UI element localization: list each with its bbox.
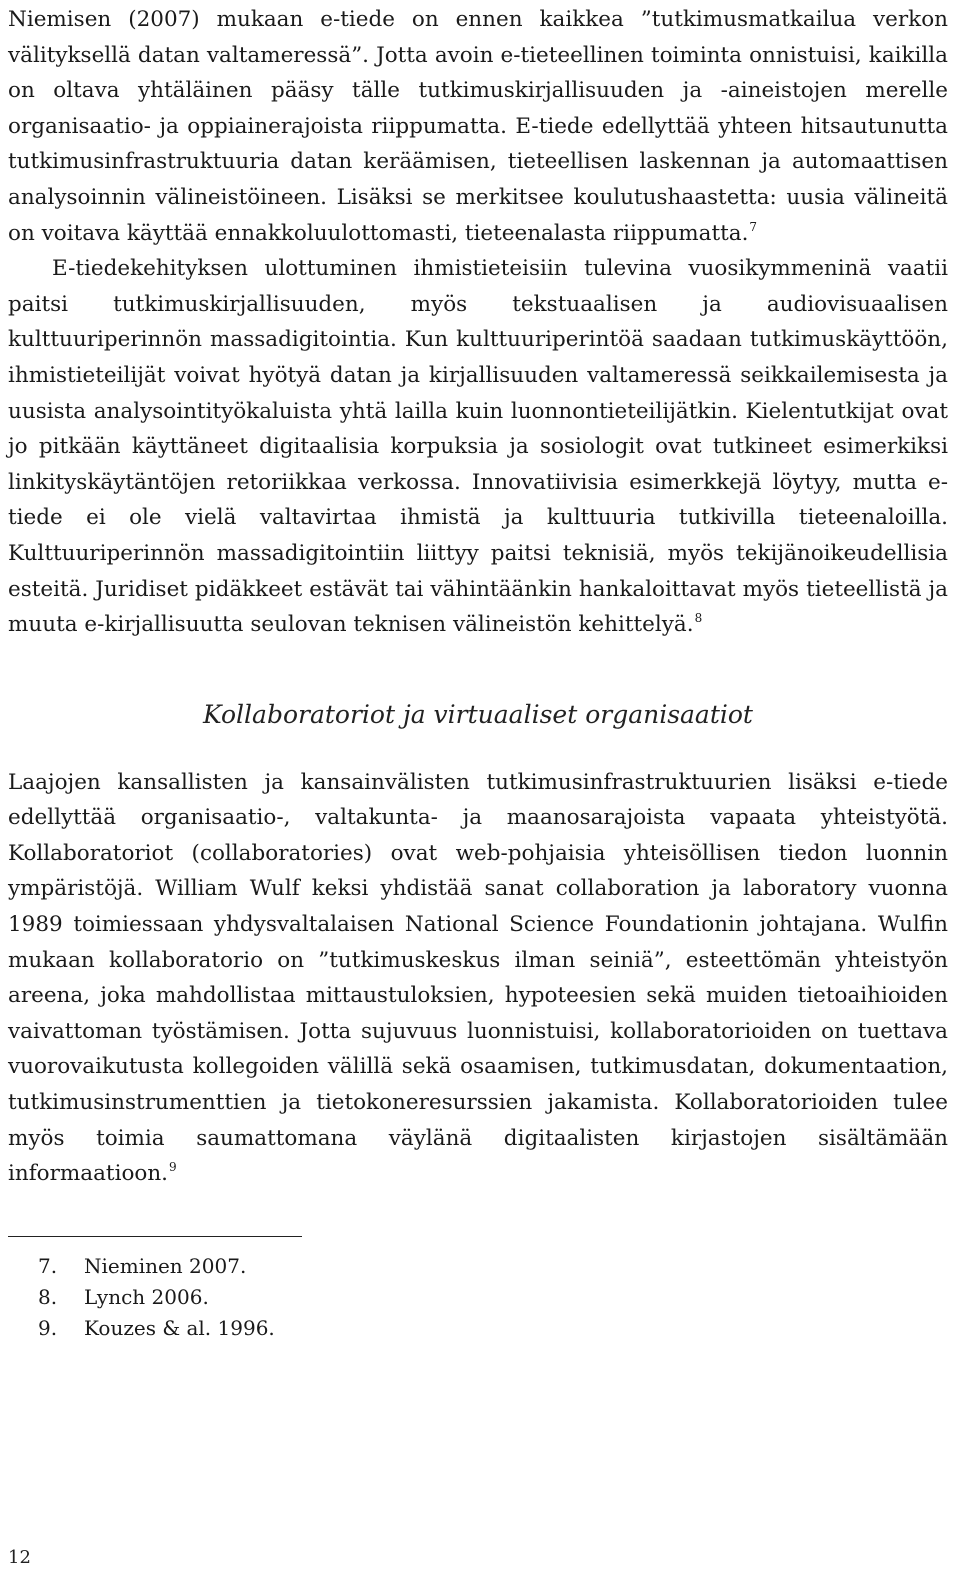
footnote-text: Lynch 2006. xyxy=(84,1284,209,1309)
body-paragraph-2 xyxy=(8,251,948,643)
footnote-item xyxy=(38,1251,948,1282)
footnote-ref-7: 7 xyxy=(749,219,758,234)
footnote-text: Nieminen 2007. xyxy=(84,1253,247,1278)
footnote-item xyxy=(38,1313,948,1344)
footnote-number: 9. xyxy=(38,1315,58,1340)
footnote-ref-8: 8 xyxy=(694,611,703,626)
footnote-ref-9: 9 xyxy=(169,1160,177,1175)
footnote-number: 7. xyxy=(38,1253,58,1278)
footnote-list xyxy=(8,1251,948,1344)
document-page xyxy=(8,0,948,1344)
body-paragraph-3 xyxy=(8,765,948,1192)
paragraph-1-text: Niemisen (2007) mukaan e-tiede on ennen kaikkea ”tutkimusmatkailua verkon välityksellä datan valtameressä”. Jotta avoin e-tieteellinen toiminta onnistuisi, kaikilla on oltava yhtäläinen pääsy tälle tutkimuskirjallisuuden ja -aineistojen merelle organisaatio- ja oppiainerajoista riippumatta. E-tiede edellyttää yhteen hitsautunutta tutkimusinfrastruktuuria datan keräämisen, tieteellisen laskennan ja automaattisen analysoinnin välineistöineen. Lisäksi se merkitsee koulutushaastetta: uusia välineitä on voitava käyttää ennakkoluulottomasti, tieteenalasta riippumatta. xyxy=(8,7,948,246)
footnote-divider xyxy=(8,1236,302,1237)
footnote-text: Kouzes & al. 1996. xyxy=(84,1315,275,1340)
body-paragraph-1 xyxy=(8,0,948,251)
page-number: 12 xyxy=(8,1547,31,1568)
footnote-number: 8. xyxy=(38,1284,58,1309)
paragraph-2-text: E-tiedekehityksen ulottuminen ihmistieteisiin tulevina vuosikymmeninä vaatii paitsi tutkimuskirjallisuuden, myös tekstuaalisen ja audiovisuaalisen kulttuuriperinnön massadigitointia. Kun kulttuuriperintöä saadaan tutkimuskäyttöön, ihmistieteilijät voivat hyötyä datan ja kirjallisuuden valtameressä seikkailemisesta ja uusista analysointityökaluista yhtä lailla kuin luonnontieteilijätkin. Kielentutkijat ovat jo pitkään käyttäneet digitaalisia korpuksia ja sosiologit ovat tutkineet esimerkiksi linkityskäytäntöjen retoriikkaa verkossa. Innovatiivisia esimerkkejä löytyy, mutta e-tiede ei ole vielä valtavirtaa ihmistä ja kulttuuria tutkivilla tieteenaloilla. Kulttuuriperinnön massadigitointiin liittyy paitsi teknisiä, myös tekijänoikeudellisia esteitä. Juridiset pidäkkeet estävät tai vähintäänkin hankaloittavat myös tieteellistä ja muuta e-kirjallisuutta seulovan teknisen välineistön kehittelyä. xyxy=(8,256,948,638)
section-heading: Kollaboratoriot ja virtuaaliset organisaatiot xyxy=(203,699,753,729)
paragraph-3-text: Laajojen kansallisten ja kansainvälisten tutkimusinfrastruktuurien lisäksi e-tiede edellyttää organisaatio-, valtakunta- ja maanosarajoista vapaata yhteistyötä. Kollaboratoriot (collaboratories) ovat web-pohjaisia yhteisöllisen tiedon luonnin ympäristöjä. William Wulf keksi yhdistää sanat collaboration ja laboratory vuonna 1989 toimiessaan yhdysvaltalaisen National Science Foundationin johtajana. Wulfin mukaan kollaboratorio on ”tutkimuskeskus ilman seiniä”, esteettömän yhteistyön areena, joka mahdollistaa mittaustuloksien, hypoteesien sekä muiden tietoaihioiden vaivattoman työstämisen. Jotta sujuvuus luonnistuisi, kollaboratorioiden on tuettava vuorovaikutusta kollegoiden välillä sekä osaamisen, tutkimusdatan, dokumentaation, tutkimusinstrumenttien ja tietokoneresurssien jakamista. Kollaboratorioiden tulee myös toimia saumattomana väylänä digitaalisten kirjastojen sisältämään informaatioon. xyxy=(8,769,948,1187)
footnote-item xyxy=(38,1282,948,1313)
